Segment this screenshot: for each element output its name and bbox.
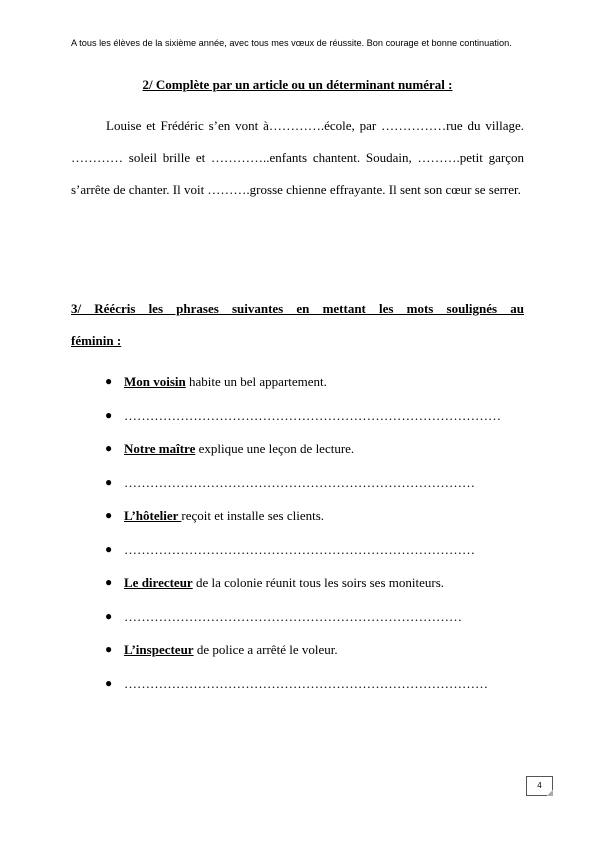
bullet-icon: ● [105,608,113,623]
answer-dots: ……………………………………………………………………… [124,541,475,557]
list-item [71,572,531,606]
bullet-icon: ● [105,575,113,589]
underlined-word: L’hôtelier [124,508,182,523]
sentence-rest: explique une leçon de lecture. [195,441,355,456]
answer-line [71,472,531,506]
answer-dots: …………………………………………………………………… [124,608,462,624]
list-item [71,371,531,405]
section2-paragraph [71,110,524,206]
underlined-word: Le directeur [124,575,193,590]
sentence-rest: de la colonie réunit tous les soirs ses moniteurs. [192,575,445,590]
answer-dots: …………………………………………………………………………… [124,407,501,423]
sentence-rest: reçoit et installe ses clients. [181,508,325,523]
list-item [71,505,531,539]
underlined-word: L’inspecteur [124,642,194,657]
list-item [71,639,531,673]
answer-dots: ………………………………………………………………………… [124,675,488,691]
section3-title-line2: féminin : [71,333,122,348]
bullet-icon: ● [105,441,113,455]
sentence-rest: habite un bel appartement. [185,374,327,389]
list-item [71,438,531,472]
dedication-note: A tous les élèves de la sixième année, avec tous mes vœux de réussite. Bon courage et bonne continuation. [71,38,512,48]
underlined-word: Mon voisin [124,374,186,389]
answer-dots: ……………………………………………………………………… [124,474,475,490]
section2-text: Louise et Frédéric s’en vont à………….école, par ……………rue du village. ………… soleil brille et …………..enfants chantent. Soudain, ……….petit garçon s’arrête de chanter. Il voit ……….grosse chienne effrayante. Il sent son cœur se serrer. [71,118,524,197]
section2-title: 2/ Complète par un article ou un déterminant numéral : [142,77,453,92]
page-number: 4 [526,776,553,796]
exercise-list [71,371,531,706]
answer-line [71,606,531,640]
bullet-icon: ● [105,508,113,522]
section3-title-line1: 3/ Réécris les phrases suivantes en mettant les mots soulignés au [71,301,524,316]
answer-line [71,405,531,439]
underlined-word: Notre maître [124,441,196,456]
section3-title [71,293,524,357]
answer-line [71,539,531,573]
bullet-icon: ● [105,675,113,690]
sentence-rest: de police a arrêté le voleur. [193,642,338,657]
bullet-icon: ● [105,642,113,656]
answer-line [71,673,531,707]
bullet-icon: ● [105,474,113,489]
bullet-icon: ● [105,374,113,388]
bullet-icon: ● [105,407,113,422]
bullet-icon: ● [105,541,113,556]
